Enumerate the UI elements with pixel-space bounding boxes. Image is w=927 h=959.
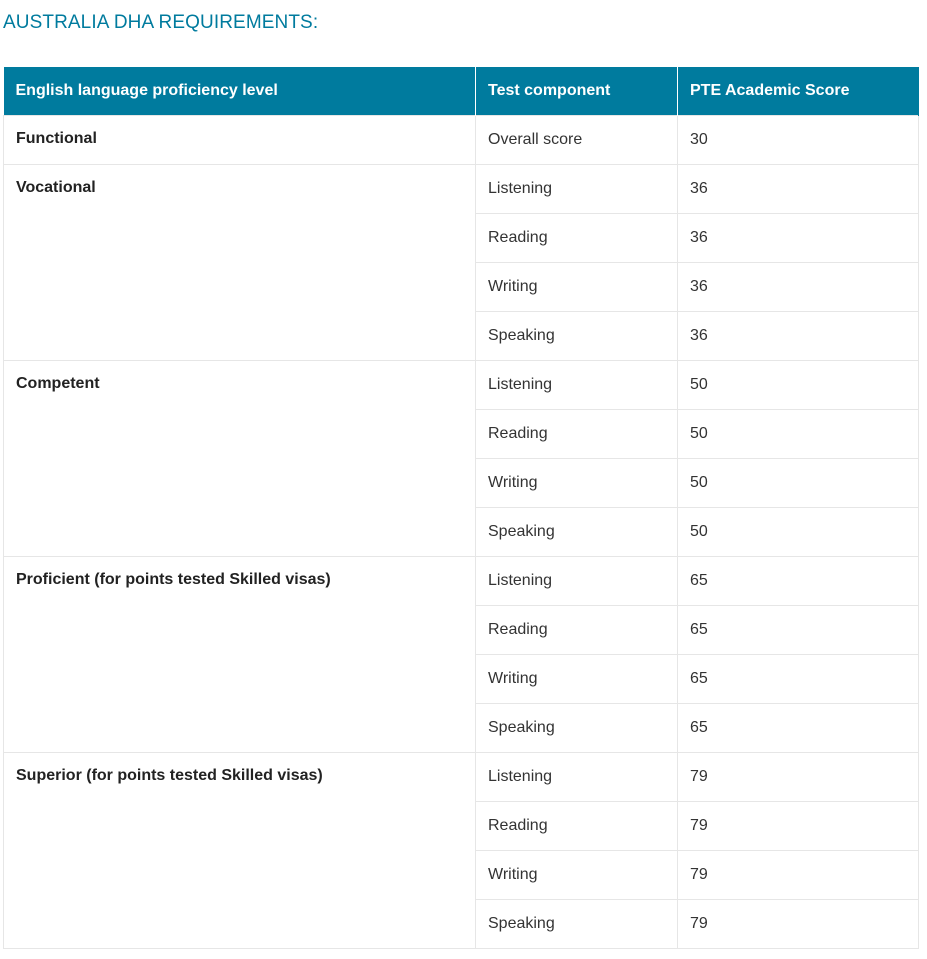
test-component-cell: Reading xyxy=(476,409,678,458)
page-title: AUSTRALIA DHA REQUIREMENTS: xyxy=(3,12,319,33)
score-cell: 65 xyxy=(678,556,919,605)
score-cell: 65 xyxy=(678,703,919,752)
score-cell: 36 xyxy=(678,262,919,311)
header-proficiency-level: English language proficiency level xyxy=(4,67,476,115)
proficiency-level-cell: Superior (for points tested Skilled visas) xyxy=(4,752,476,948)
test-component-cell: Listening xyxy=(476,360,678,409)
table-row xyxy=(4,556,919,605)
table-header xyxy=(4,67,919,115)
test-component-cell: Speaking xyxy=(476,311,678,360)
score-cell: 79 xyxy=(678,899,919,948)
score-cell: 79 xyxy=(678,752,919,801)
proficiency-level-cell: Vocational xyxy=(4,164,476,360)
score-cell: 50 xyxy=(678,360,919,409)
header-test-component: Test component xyxy=(476,67,678,115)
table-row xyxy=(4,752,919,801)
test-component-cell: Listening xyxy=(476,752,678,801)
test-component-cell: Writing xyxy=(476,262,678,311)
score-cell: 50 xyxy=(678,409,919,458)
test-component-cell: Listening xyxy=(476,164,678,213)
test-component-cell: Writing xyxy=(476,850,678,899)
test-component-cell: Reading xyxy=(476,213,678,262)
test-component-cell: Speaking xyxy=(476,507,678,556)
test-component-cell: Listening xyxy=(476,556,678,605)
score-cell: 50 xyxy=(678,458,919,507)
score-cell: 36 xyxy=(678,213,919,262)
table-body xyxy=(4,115,919,948)
test-component-cell: Speaking xyxy=(476,899,678,948)
test-component-cell: Writing xyxy=(476,654,678,703)
table-row xyxy=(4,360,919,409)
test-component-cell: Speaking xyxy=(476,703,678,752)
proficiency-level-cell: Competent xyxy=(4,360,476,556)
score-cell: 65 xyxy=(678,654,919,703)
score-cell: 79 xyxy=(678,801,919,850)
table-row xyxy=(4,164,919,213)
test-component-cell: Overall score xyxy=(476,115,678,164)
proficiency-level-cell: Proficient (for points tested Skilled visas) xyxy=(4,556,476,752)
score-cell: 50 xyxy=(678,507,919,556)
score-cell: 36 xyxy=(678,311,919,360)
test-component-cell: Writing xyxy=(476,458,678,507)
requirements-table xyxy=(3,67,919,949)
test-component-cell: Reading xyxy=(476,605,678,654)
score-cell: 36 xyxy=(678,164,919,213)
score-cell: 65 xyxy=(678,605,919,654)
score-cell: 30 xyxy=(678,115,919,164)
score-cell: 79 xyxy=(678,850,919,899)
test-component-cell: Reading xyxy=(476,801,678,850)
header-pte-score: PTE Academic Score xyxy=(678,67,919,115)
header-row xyxy=(4,67,919,115)
proficiency-level-cell: Functional xyxy=(4,115,476,164)
table-row xyxy=(4,115,919,164)
